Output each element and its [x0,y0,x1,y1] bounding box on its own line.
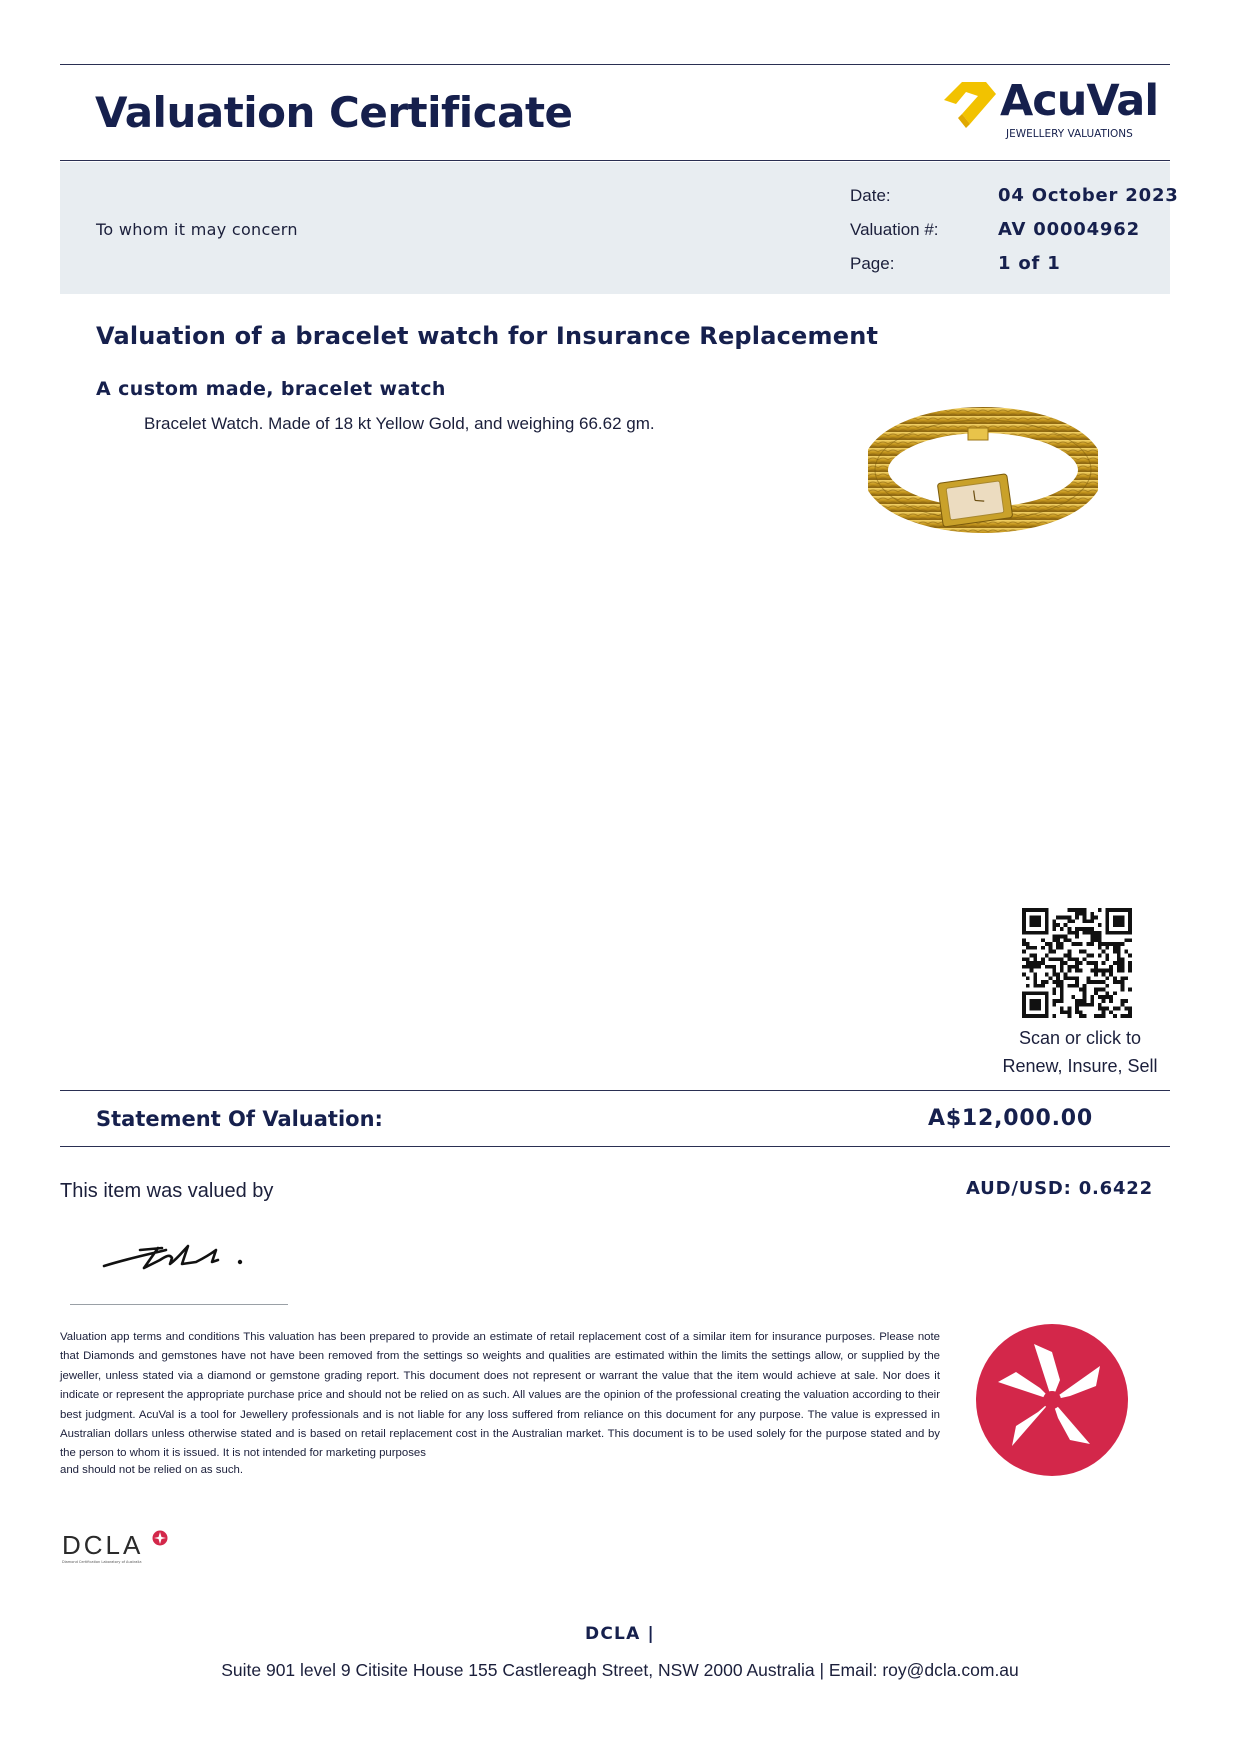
signature-line [70,1304,288,1305]
watch-photo [868,400,1098,550]
date-value: 04 October 2023 [998,185,1179,206]
dcla-logo [60,1530,180,1570]
qr-code[interactable] [1022,908,1132,1018]
page-title: Valuation Certificate [95,88,573,137]
statement-bottom-rule [60,1146,1170,1147]
acuval-logo [940,76,1160,146]
qr-caption-line1: Scan or click to [1018,1028,1142,1048]
item-subheading: A custom made, bracelet watch [96,378,446,400]
item-heading: Valuation of a bracelet watch for Insurance Replacement [96,322,879,350]
valued-by-label: This item was valued by [60,1180,274,1202]
recipient: To whom it may concern [96,220,298,239]
dcla-seal [974,1322,1130,1478]
qr-caption[interactable] [1000,1024,1160,1080]
qr-caption-line2: Renew, Insure, Sell [1002,1056,1158,1076]
date-label: Date: [850,186,891,205]
statement-top-rule [60,1090,1170,1091]
terms-and-conditions: Valuation app terms and conditions This valuation has been prepared to provide an estimate of retail replacement cost of a similar item for insurance purposes. Please note that Diamonds and gemstones have not have been removed from the settings so weights and qualities are estimated within the limits the settings allow, or supplied by the jeweller, unless stated via a diamond or gemstone grading report. This document does not represent or warrant the value that the item would achieve at sale. Nor does it indicate or represent the appropriate purchase price and should not be relied on as such. All values are the opinion of the professional creating the valuation according to their best judgment. AcuVal is a tool for Jewellery professionals and is not liable for any loss suffered from reliance on this document for any purpose. The value is expressed in Australian dollars unless otherwise stated and is based on retail replacement cost in the Australian market. This document is to be used solely for the purpose stated and by the person to whom it is issued. It is not intended for marketing purposes [60,1331,940,1460]
footer-address: Suite 901 level 9 Citisite House 155 Castlereagh Street, NSW 2000 Australia | Email: roy@dcla.com.au [221,1660,1019,1680]
header-rule [60,160,1170,161]
valuer-signature [100,1236,260,1276]
dcla-logo-word: DCLA [62,1530,144,1560]
exchange-rate: AUD/USD: 0.6422 [966,1178,1153,1199]
statement-value: A$12,000.00 [928,1106,1094,1131]
page-value: 1 of 1 [998,253,1061,274]
dcla-star-icon [152,1530,168,1546]
terms-last-line: and should not be relied on as such. [60,1464,244,1476]
acuval-mark-icon [940,78,1000,134]
statement-label: Statement Of Valuation: [96,1107,383,1131]
footer-company: DCLA | [585,1624,655,1644]
page-label: Page: [850,254,895,273]
brand-name: AcuVal [1000,76,1159,126]
dcla-logo-tagline: Diamond Certification Laboratory of Australia [62,1560,142,1564]
item-description: Bracelet Watch. Made of 18 kt Yellow Gold, and weighing 66.62 gm. [144,414,655,433]
valuation-number-value: AV 00004962 [998,219,1140,240]
valuation-number-label: Valuation #: [850,220,939,239]
brand-tagline: JEWELLERY VALUATIONS [1006,128,1133,140]
top-rule [60,64,1170,65]
